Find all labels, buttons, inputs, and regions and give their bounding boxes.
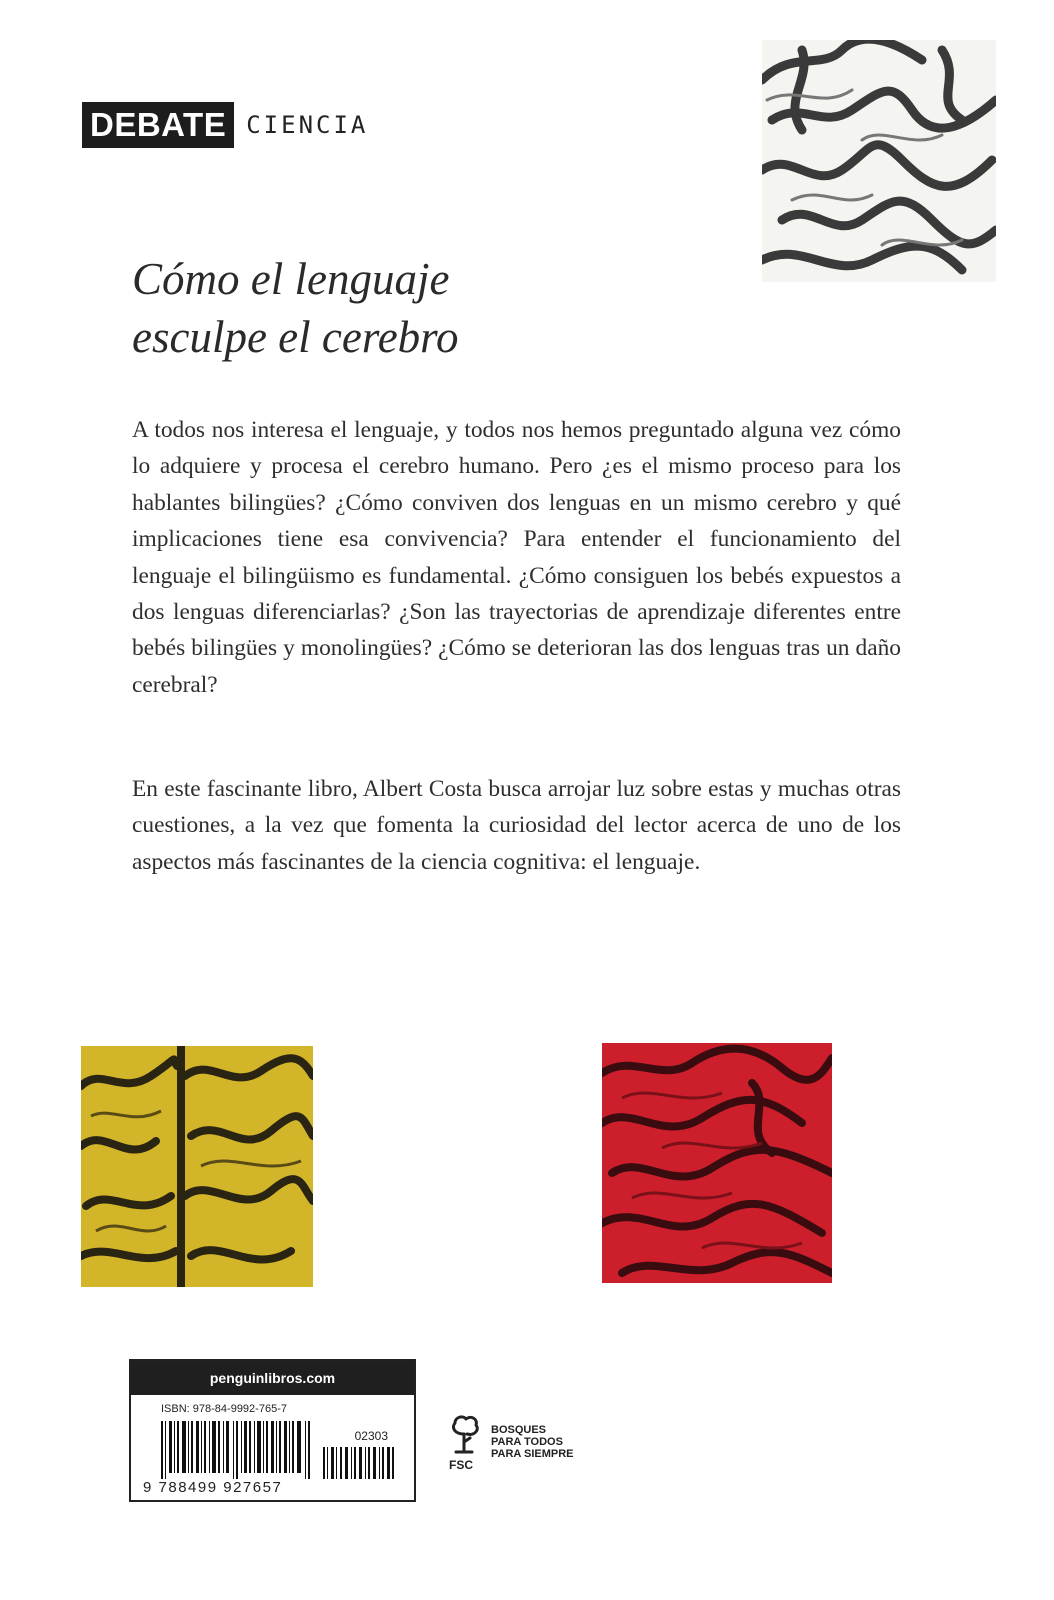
brain-illustration-yellow [81, 1046, 313, 1287]
fsc-label: FSC [449, 1458, 473, 1472]
ean-barcode [161, 1421, 313, 1479]
brand-name: DEBATE [82, 102, 234, 148]
price-barcode [323, 1447, 395, 1479]
fsc-tree-icon [443, 1412, 485, 1454]
fsc-slogan [491, 1424, 574, 1460]
description-paragraph-1: A todos nos interesa el lenguaje, y todos nos hemos preguntado alguna vez cómo lo adquiere y procesa el cerebro humano. Pero ¿es el mismo proceso para los hablantes bilingües? ¿Cómo conviven dos lenguas en un mismo cerebro y qué implicaciones tiene esa convivencia? Para entender el funcionamiento del lenguaje el bilingüismo es fundamental. ¿Cómo consiguen los bebés expuestos a dos lenguas diferenciarlas? ¿Son las trayectorias de aprendizaje diferentes entre bebés bilingües y monolingües? ¿Cómo se deterioran las dos lenguas tras un daño cerebral? [132, 417, 901, 698]
brain-illustration-gray [762, 40, 996, 282]
publisher-logo [82, 102, 368, 148]
barcode-panel [129, 1359, 416, 1502]
fsc-logo [443, 1412, 593, 1482]
fsc-slogan-line-1: BOSQUES [491, 1424, 547, 1436]
title-line-2: esculpe el cerebro [132, 312, 459, 362]
brain-illustration-red [602, 1043, 832, 1283]
fsc-slogan-line-2: PARA TODOS [491, 1436, 563, 1448]
ean-digits: 9 788499 927657 [143, 1479, 283, 1496]
price-code: 02303 [354, 1429, 388, 1443]
title-line-1: Cómo el lenguaje [132, 254, 450, 304]
book-title [132, 250, 692, 366]
fsc-slogan-line-3: PARA SIEMPRE [491, 1448, 574, 1460]
collection-name: CIENCIA [246, 111, 369, 139]
description-paragraph-2: En este fascinante libro, Albert Costa busca arrojar luz sobre estas y muchas otras cuestiones, a la vez que fomenta la curiosidad del lector acerca de uno de los aspectos más fascinantes de la ciencia cognitiva: el lenguaje. [132, 776, 901, 875]
publisher-website[interactable]: penguinlibros.com [131, 1361, 414, 1395]
isbn-label: ISBN: 978-84-9992-765-7 [161, 1403, 287, 1415]
